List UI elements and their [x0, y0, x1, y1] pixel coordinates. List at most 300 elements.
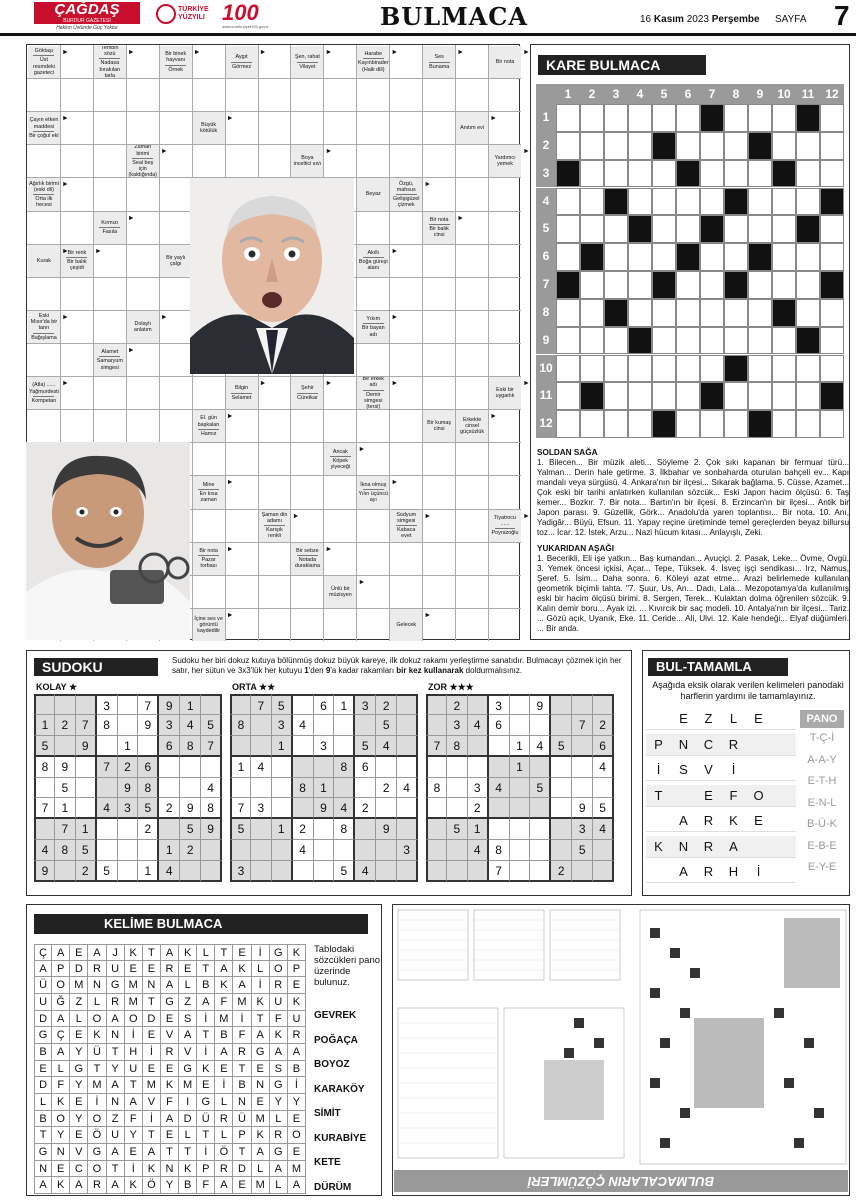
kare-cell — [724, 215, 748, 243]
sudoku-cell — [510, 694, 531, 715]
sudoku-cell — [355, 840, 376, 861]
kelime-letter: L — [52, 1061, 70, 1078]
kelime-letter: L — [70, 1011, 88, 1028]
arrow-right-icon: ► — [226, 413, 234, 421]
clue-text: Yılın üçüncü ayı — [358, 490, 389, 504]
kare-col-header: 6 — [676, 84, 700, 104]
crossword-row-line — [27, 144, 521, 145]
date — [640, 14, 760, 25]
arrow-right-icon: ► — [358, 446, 366, 454]
kare-col-header: 5 — [652, 84, 676, 104]
clue-text: Sodyum simgesi — [396, 511, 417, 524]
clue-text: Demir simgesi (tersi) — [364, 391, 383, 410]
sudoku-cell — [97, 840, 118, 861]
clue-text: Boya inceltici sıvı — [293, 155, 322, 168]
arrow-right-icon: ► — [259, 49, 267, 56]
arrow-right-icon: ► — [457, 214, 465, 222]
sudoku-cell: 5 — [34, 736, 55, 757]
crossword-clue — [489, 377, 521, 409]
kelime-letter: A — [107, 1077, 125, 1094]
kelime-letter: L — [270, 1177, 288, 1194]
cumhuriyet-100-logo: 100 — [222, 0, 259, 25]
sudoku-cell: 3 — [272, 715, 293, 736]
kelime-letter: G — [270, 1144, 288, 1161]
clue-text: Örnek — [168, 66, 184, 73]
sudoku-desc-b1: 1 — [304, 666, 309, 675]
down-heading: YUKARIDAN AŞAĞI — [537, 544, 615, 553]
clue-text: Alamet — [101, 349, 119, 356]
sudoku-cell — [426, 798, 447, 819]
clue-divider — [33, 396, 54, 397]
sudoku-cell — [272, 840, 293, 861]
kelime-letter: E — [70, 1027, 88, 1044]
bul-tamamla-cell — [771, 810, 796, 832]
kare-row-header: 11 — [536, 382, 556, 410]
kare-cell — [772, 410, 796, 438]
clue-text: Hamız — [200, 430, 217, 437]
kelime-letter: A — [107, 1144, 125, 1161]
kelime-letter: İ — [88, 1094, 106, 1111]
sudoku-cell: 2 — [468, 798, 489, 819]
sudoku-cell — [355, 819, 376, 840]
sudoku-cell: 8 — [34, 757, 55, 778]
kare-cell — [556, 104, 580, 132]
kelime-letter: T — [107, 1044, 125, 1061]
arrow-right-icon: ► — [160, 313, 168, 321]
kelime-letter: V — [179, 1044, 197, 1061]
kelime-letter: V — [143, 1094, 161, 1111]
kare-black-cell — [796, 327, 820, 355]
sudoku-cell: 4 — [593, 757, 614, 778]
bul-tamamla-cell: N — [671, 734, 696, 756]
kelime-letter: L — [179, 977, 197, 994]
clue-text: Kabaca evet — [397, 527, 416, 540]
kare-cell — [724, 327, 748, 355]
sudoku-cell — [447, 861, 468, 882]
sudoku-cell: 7 — [572, 715, 593, 736]
kelime-letter: U — [107, 961, 125, 978]
bul-tamamla-cell: İ — [721, 759, 746, 781]
kelime-letter: E — [161, 1127, 179, 1144]
crossword-clue — [28, 245, 60, 277]
arrow-right-icon: ► — [226, 545, 234, 553]
kare-cell — [652, 355, 676, 383]
kelime-letter: H — [125, 1044, 143, 1061]
sudoku-cell — [426, 757, 447, 778]
kare-cell — [652, 243, 676, 271]
sudoku-cell — [272, 798, 293, 819]
sudoku-cell — [230, 778, 251, 799]
bul-tamamla-cell: Z — [696, 708, 721, 730]
sudoku-cell — [426, 840, 447, 861]
kelime-letter: B — [34, 1111, 52, 1128]
kelime-letter: N — [107, 1027, 125, 1044]
arrow-right-icon: ► — [457, 49, 465, 56]
kelime-letter: U — [288, 1011, 306, 1028]
kare-cell — [700, 132, 724, 160]
kare-cell — [652, 215, 676, 243]
kelime-letter: R — [215, 1111, 233, 1128]
sudoku-label-orta: ORTA ★★ — [232, 682, 276, 692]
sudoku-cell — [551, 819, 572, 840]
kare-cell — [556, 382, 580, 410]
sudoku-cell — [426, 715, 447, 736]
sudoku-title: SUDOKU — [34, 658, 158, 676]
kare-col-header: 8 — [724, 84, 748, 104]
kelime-letter: A — [52, 1011, 70, 1028]
kelime-letter: K — [143, 1161, 161, 1178]
kare-black-cell — [700, 215, 724, 243]
bul-tamamla-cell — [746, 836, 771, 858]
clue-text: Bilgin — [234, 385, 249, 392]
clue-divider — [33, 333, 54, 334]
sudoku-cell — [314, 757, 335, 778]
sudoku-cell — [272, 861, 293, 882]
bul-tamamla-cell: L — [721, 708, 746, 730]
sudoku-cell — [34, 694, 55, 715]
kare-cell — [724, 160, 748, 188]
arrow-right-icon: ► — [61, 49, 69, 56]
clue-text: Aygıt — [235, 54, 248, 61]
sudoku-cell: 1 — [272, 819, 293, 840]
clue-divider — [495, 528, 516, 529]
kare-cell — [604, 160, 628, 188]
sudoku-cell — [530, 861, 551, 882]
kelime-letter: G — [34, 1027, 52, 1044]
arrow-right-icon: ► — [193, 49, 201, 56]
kelime-letter: F — [270, 1011, 288, 1028]
sudoku-cell — [334, 715, 355, 736]
kelime-letter: M — [88, 1077, 106, 1094]
kare-col-header: 4 — [628, 84, 652, 104]
clue-divider — [33, 131, 54, 132]
kelime-word: KURABİYE — [314, 1132, 367, 1144]
clue-text: Seal beş için (kaldığında) — [128, 159, 157, 178]
kare-black-cell — [556, 160, 580, 188]
clue-text: Boğa güreşi alanı — [358, 259, 388, 272]
kare-cell — [772, 188, 796, 216]
clue-text: Kompetan — [31, 397, 57, 404]
kelime-letter: Y — [70, 1044, 88, 1061]
clue-text: (Atla) ...... Yağmurdesti — [29, 382, 59, 395]
sudoku-cell — [355, 778, 376, 799]
sudoku-cell: 1 — [272, 736, 293, 757]
bul-tamamla-cell: N — [671, 836, 696, 858]
kelime-letter: R — [107, 994, 125, 1011]
across-heading: SOLDAN SAĞA — [537, 448, 598, 457]
kelime-letter: L — [215, 1127, 233, 1144]
sudoku-cell: 4 — [251, 757, 272, 778]
kare-cell — [820, 410, 844, 438]
clue-text: Ancak — [332, 448, 348, 455]
sudoku-desc-4: doldurmalısınız. — [463, 666, 523, 675]
sudoku-cell: 2 — [376, 694, 397, 715]
kelime-letter: G — [197, 1094, 215, 1111]
clue-text: Bir erkek adı — [362, 377, 384, 389]
kelime-word: SİMİT — [314, 1108, 341, 1119]
sudoku-cell — [201, 694, 222, 715]
clue-text: Bir nota — [429, 216, 449, 223]
sudoku-cell: 5 — [230, 819, 251, 840]
kare-row-header: 4 — [536, 188, 556, 216]
sudoku-cell: 4 — [334, 798, 355, 819]
kelime-letter: T — [197, 1027, 215, 1044]
sudoku-cell — [426, 861, 447, 882]
crossword-clue — [357, 46, 389, 78]
sudoku-cell: 2 — [447, 694, 468, 715]
arrow-right-icon: ► — [391, 479, 399, 487]
kare-cell — [724, 299, 748, 327]
sudoku-cell: 7 — [55, 819, 76, 840]
down-clues: 1. Becerikli, Eli işe yatkın... Baş kumandan... Avuçiçi. 2. Pasak, Leke... Övme, Övgü. 3. Yemek öncesi içkisi, Açar... Tepe, Tüksek. 4. İsveç işçi sendikası... Irz, Namus, Şeref. 5. İsim... Daha sonra. 6. Köleyi azat etme... Arazi belirlemede kullanılan geometrik biçimli tahta. "7. Şuur, Us, An... Dadı, Lala... Mezopotamya'da kullanılmış eski bir hacim ölçüsü birimi. 8. Sergen, Terek... Kulaktan dolma öğrenilen sözcük. 9. Kalın demir boru... Ayak izi. ... Kıvırcık bir saç modeli. 10. Antalya'nın bir ilçesi... Tariz. ... Gözü açık, Uyanık, Eke. 11. Ceride... Ali, Ulvi. 12. Kale hendeği... Elyaf düğümleri. ... Bir anda. — [537, 554, 849, 633]
kare-black-cell — [796, 104, 820, 132]
kelime-letter: E — [215, 1061, 233, 1078]
sudoku-cell: 3 — [489, 694, 510, 715]
kare-cell — [580, 271, 604, 299]
crossword-clue — [357, 178, 389, 210]
kelime-letter: F — [197, 1177, 215, 1194]
sudoku-cell — [447, 757, 468, 778]
date-month: Kasım — [653, 14, 684, 25]
sudoku-cell: 8 — [334, 757, 355, 778]
sudoku-cell — [251, 715, 272, 736]
sudoku-cell: 8 — [97, 715, 118, 736]
kare-cell — [580, 299, 604, 327]
kare-cell — [604, 215, 628, 243]
crossword-clue — [28, 377, 60, 409]
sudoku-desc-b2: 9 — [325, 666, 331, 675]
arrow-right-icon: ► — [523, 512, 530, 520]
sudoku-cell — [159, 757, 180, 778]
sudoku-cell: 4 — [468, 840, 489, 861]
kelime-letter: T — [125, 1077, 143, 1094]
kelime-letter: M — [143, 1077, 161, 1094]
sudoku-cell: 8 — [138, 778, 159, 799]
bul-tamamla-cell — [771, 785, 796, 807]
kelime-letter: L — [252, 1161, 270, 1178]
crossword-row-line — [27, 78, 521, 79]
kelime-letter: M — [125, 994, 143, 1011]
kare-cell — [676, 271, 700, 299]
kelime-letter: T — [88, 1061, 106, 1078]
clue-text: Bir çoğul eki — [29, 132, 59, 139]
turkiye-yuzyili-icon — [156, 4, 176, 24]
sudoku-cell — [293, 757, 314, 778]
sudoku-cell — [251, 861, 272, 882]
kelime-letter: O — [125, 1011, 143, 1028]
crossword-clue — [94, 46, 126, 78]
crossword-clue — [357, 377, 389, 409]
bul-tamamla-cell: E — [671, 708, 696, 730]
kare-cell — [628, 299, 652, 327]
kare-cell — [628, 271, 652, 299]
kelime-letter: R — [161, 961, 179, 978]
kare-black-cell — [724, 188, 748, 216]
kelime-letter: O — [52, 1111, 70, 1128]
kare-black-cell — [772, 160, 796, 188]
kelime-letter: E — [34, 1061, 52, 1078]
kare-black-cell — [748, 243, 772, 271]
kare-black-cell — [604, 299, 628, 327]
kelime-letter: F — [161, 1094, 179, 1111]
kare-row-header: 6 — [536, 243, 556, 271]
sudoku-cell — [397, 715, 418, 736]
kare-cell — [628, 132, 652, 160]
kelime-letter: K — [179, 1161, 197, 1178]
clue-text: Büyük kötülük — [200, 122, 218, 135]
kare-cell — [700, 271, 724, 299]
kelime-letter: M — [70, 977, 88, 994]
bul-tamamla-cell: E — [696, 785, 721, 807]
sudoku-cell — [551, 840, 572, 861]
kelime-letter: A — [34, 961, 52, 978]
date-day: 16 — [640, 14, 652, 25]
kelime-letter: Ü — [197, 1111, 215, 1128]
sudoku-cell — [572, 778, 593, 799]
crossword-clue — [489, 46, 521, 78]
kelime-letter: T — [143, 1127, 161, 1144]
sudoku-cell — [489, 736, 510, 757]
sudoku-cell: 2 — [159, 798, 180, 819]
kare-cell — [724, 410, 748, 438]
bul-tamamla-cell: İ — [646, 759, 671, 781]
clue-text: Şen, rahat — [294, 54, 320, 61]
kare-cell — [820, 160, 844, 188]
kelime-letter: A — [125, 1094, 143, 1111]
kare-black-cell — [652, 410, 676, 438]
bul-tamamla-cell: İ — [746, 861, 771, 883]
clue-divider — [231, 393, 252, 394]
sudoku-cell: 3 — [355, 694, 376, 715]
sudoku-cell — [118, 694, 139, 715]
sudoku-cell: 8 — [447, 736, 468, 757]
kelime-letter: E — [125, 961, 143, 978]
kare-cell — [700, 410, 724, 438]
kelime-letter: I — [179, 1094, 197, 1111]
kelime-letter: Ö — [215, 1144, 233, 1161]
sudoku-cell — [468, 757, 489, 778]
kelime-letter: T — [233, 1144, 251, 1161]
bul-tamamla-cell: C — [696, 734, 721, 756]
kelime-bulmaca-title: KELİME BULMACA — [34, 914, 368, 934]
kelime-letter: O — [88, 1161, 106, 1178]
sudoku-cell: 5 — [447, 819, 468, 840]
kelime-letter: M — [179, 1077, 197, 1094]
kare-row-header: 9 — [536, 327, 556, 355]
kare-black-cell — [652, 132, 676, 160]
kelime-letter: M — [233, 994, 251, 1011]
kelime-letter: P — [197, 1161, 215, 1178]
kare-black-cell — [676, 160, 700, 188]
kelime-letter: E — [288, 1111, 306, 1128]
kelime-letter: T — [179, 1144, 197, 1161]
kelime-letter: B — [288, 1061, 306, 1078]
kelime-bulmaca-description: Tablodaki sözcükleri pano üzerinde bulunuz. — [314, 944, 381, 988]
sudoku-cell: 4 — [180, 715, 201, 736]
bul-tamamla-cell — [771, 861, 796, 883]
bul-tamamla-grid — [646, 708, 796, 884]
kare-cell — [772, 215, 796, 243]
kare-cell — [748, 382, 772, 410]
sudoku-cell: 2 — [55, 715, 76, 736]
sudoku-cell: 2 — [180, 840, 201, 861]
clue-divider — [363, 390, 384, 391]
clue-text: Selamet — [231, 394, 252, 401]
kelime-letter: F — [125, 1111, 143, 1128]
kare-cell — [628, 104, 652, 132]
sudoku-cell — [230, 694, 251, 715]
date-weekday: Perşembe — [711, 14, 760, 25]
sudoku-cell — [76, 778, 97, 799]
kare-cell — [820, 132, 844, 160]
arrow-right-icon: ► — [325, 545, 333, 553]
sudoku-cell — [201, 757, 222, 778]
sudoku-cell — [314, 861, 335, 882]
kare-cell — [772, 382, 796, 410]
kelime-letter: R — [233, 1044, 251, 1061]
sudoku-cell — [355, 715, 376, 736]
kare-cell — [556, 355, 580, 383]
sudoku-cell — [468, 861, 489, 882]
kare-cell — [772, 132, 796, 160]
crossword-clue — [291, 145, 323, 177]
sudoku-cell — [272, 757, 293, 778]
kare-black-cell — [580, 382, 604, 410]
crossword-clue — [160, 245, 192, 277]
sudoku-cell — [76, 798, 97, 819]
kare-cell — [556, 215, 580, 243]
kare-cell — [628, 243, 652, 271]
kelime-letter: T — [143, 944, 161, 961]
clue-text: Ses — [434, 54, 444, 61]
kelime-letter: L — [215, 1094, 233, 1111]
kare-cell — [628, 160, 652, 188]
kare-black-cell — [628, 327, 652, 355]
sudoku-cell — [397, 798, 418, 819]
crossword-clue — [28, 112, 60, 144]
kelime-letter: A — [34, 1177, 52, 1194]
kelime-letter: G — [161, 994, 179, 1011]
clue-text: Anıtım evi — [460, 125, 485, 132]
arrow-right-icon: ► — [523, 49, 530, 56]
kelime-letter: E — [161, 1061, 179, 1078]
crossword-clue — [357, 476, 389, 508]
sudoku-cell: 4 — [97, 798, 118, 819]
clue-text: Bir yaylı çalgı — [166, 254, 186, 267]
clue-text: Poyrazoğlu — [491, 530, 519, 537]
kelime-letter: E — [161, 1011, 179, 1028]
kare-row-header: 5 — [536, 215, 556, 243]
kelime-letter: E — [70, 1127, 88, 1144]
kelime-letter: O — [88, 1011, 106, 1028]
kelime-letter: Y — [125, 1127, 143, 1144]
kare-cell — [676, 299, 700, 327]
arrow-right-icon: ► — [358, 578, 366, 586]
kare-cell — [580, 355, 604, 383]
arrow-right-icon: ► — [523, 148, 530, 156]
arrow-right-icon: ► — [424, 611, 432, 619]
sudoku-cell: 5 — [593, 798, 614, 819]
sudoku-cell: 4 — [159, 861, 180, 882]
kare-row-header: 2 — [536, 132, 556, 160]
crossword-clue — [193, 476, 225, 508]
sudoku-cell: 5 — [76, 840, 97, 861]
kelime-letter: Y — [288, 1094, 306, 1111]
clue-divider — [330, 456, 351, 457]
crossword-clue — [28, 178, 60, 210]
sudoku-cell: 9 — [55, 757, 76, 778]
crossword-clue — [456, 410, 488, 442]
